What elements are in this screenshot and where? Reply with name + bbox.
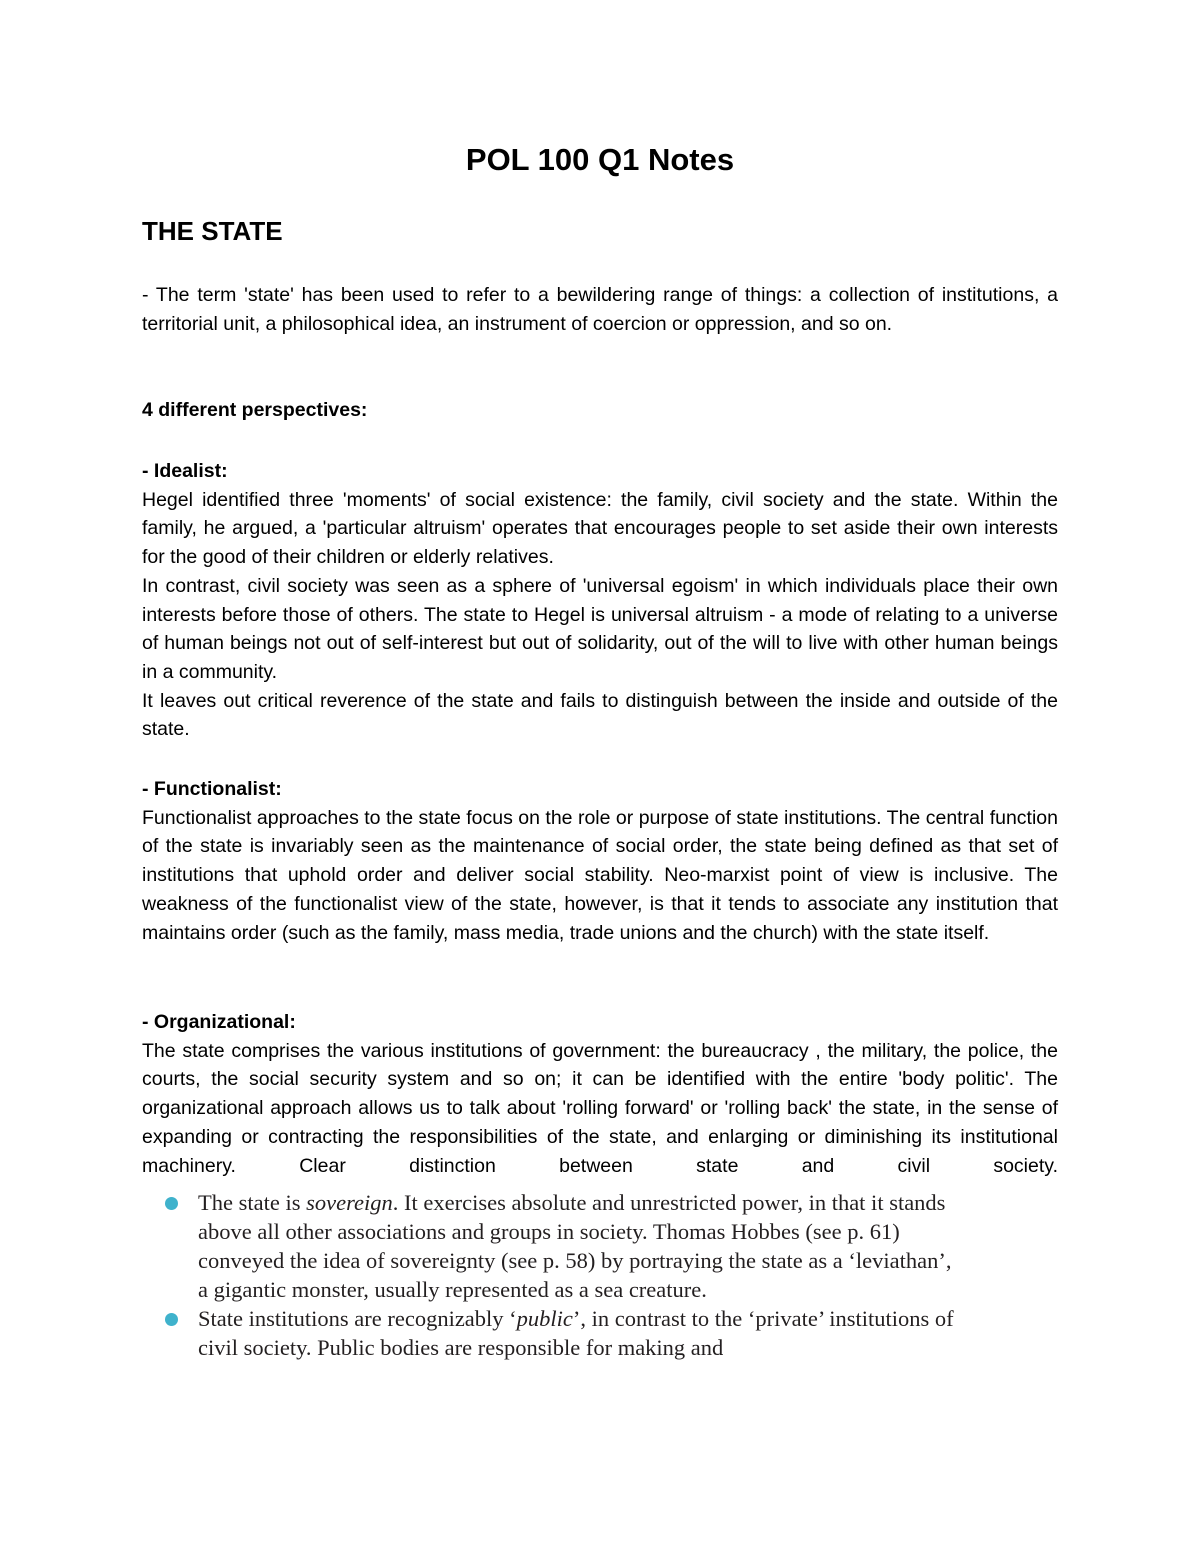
excerpt-item1-italic: sovereign — [306, 1190, 393, 1215]
perspectives-heading: 4 different perspectives: — [142, 399, 368, 421]
textbook-excerpt — [164, 1188, 964, 1362]
functionalist-heading: - Functionalist: — [142, 778, 282, 800]
excerpt-item2-text-a: State institutions are recognizably ‘ — [198, 1306, 517, 1331]
organizational-paragraph: The state comprises the various institutions of government: the bureaucracy , the military, the police, the courts, the social security system and so on; it can be identified with the entire 'body politic'. The organizational approach allows us to talk about 'rolling forward' or 'rolling back' the state, in the sense of expanding or contracting the responsibilities of the state, and enlarging or diminishing its institutional machinery. Clear distinction between state and civil society. — [142, 1039, 1058, 1177]
organizational-section — [142, 1008, 1058, 1180]
excerpt-item2-text-b: ’, in contrast to the ‘private’ institutions of civil society. Public bodies are responsible for making and — [198, 1306, 954, 1360]
intro-paragraph: - The term 'state' has been used to refer to a bewildering range of things: a collection of institutions, a territorial unit, a philosophical idea, an instrument of coercion or oppression, and so on. — [142, 284, 1058, 335]
excerpt-bullet-public — [164, 1304, 964, 1362]
idealist-paragraph-3: It leaves out critical reverence of the state and fails to distinguish between the inside and outside of the state. — [142, 689, 1058, 741]
idealist-section — [142, 457, 1058, 744]
idealist-paragraph-2: In contrast, civil society was seen as a sphere of 'universal egoism' in which individuals place their own interests before those of others. The state to Hegel is universal altruism - a mode of relating to a universe of human beings not out of self-interest but out of solidarity, out of the will to live with other human beings in a community. — [142, 574, 1058, 683]
excerpt-item2-italic: public — [516, 1306, 573, 1331]
idealist-heading: - Idealist: — [142, 460, 228, 482]
excerpt-bullet-sovereign — [164, 1188, 964, 1304]
idealist-paragraph-1: Hegel identified three 'moments' of social existence: the family, civil society and the state. Within the family, he argued, a 'particular altruism' operates that encourages people to set aside their own interests for the good of their children or elderly relatives. — [142, 488, 1058, 569]
organizational-heading: - Organizational: — [142, 1011, 296, 1033]
document-title: POL 100 Q1 Notes — [465, 142, 735, 177]
excerpt-item1-text-a: The state is — [198, 1190, 307, 1215]
bullet-dot-icon — [165, 1313, 178, 1326]
functionalist-paragraph: Functionalist approaches to the state focus on the role or purpose of state institutions. The central function of the state is invariably seen as the maintenance of social order, the state being defined as that set of institutions that uphold order and deliver social stability. Neo-marxist point of view is inclusive. The weakness of the functionalist view of the state, however, is that it tends to associate any institution that maintains order (such as the family, mass media, trade unions and the church) with the state itself. — [142, 806, 1058, 944]
excerpt-item1-text-b: . It exercises absolute and unrestricted power, in that it stands above all other associations and groups in society. Thomas Hobbes (see p. 61) conveyed the idea of sovereignty (see p. 58) by portraying the state as a ‘leviathan’, a gigantic monster, usually represented as a sea creature. — [198, 1190, 952, 1302]
functionalist-section — [142, 775, 1058, 947]
section-heading-the-state: THE STATE — [142, 216, 283, 246]
bullet-dot-icon — [165, 1197, 178, 1210]
